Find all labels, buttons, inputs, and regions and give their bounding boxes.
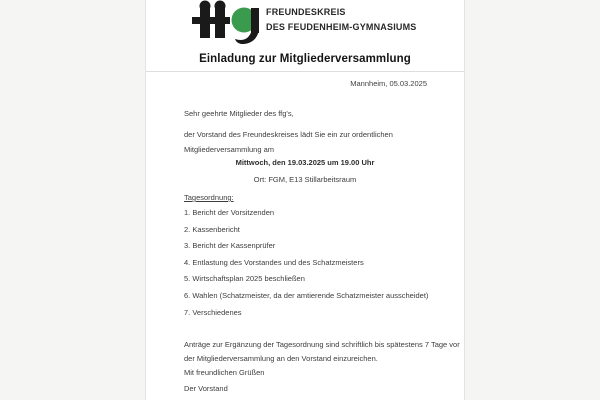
org-name-line2: DES FEUDENHEIM-GYMNASIUMS bbox=[266, 21, 417, 32]
closing-paragraph bbox=[184, 338, 460, 366]
header-divider bbox=[146, 71, 464, 72]
agenda-item: 1. Bericht der Vorsitzenden bbox=[184, 208, 275, 217]
org-name-line1: FREUNDESKREIS bbox=[266, 7, 346, 17]
closing-line: Anträge zur Ergänzung der Tagesordnung sind schriftlich bis spätestens 7 Tage vor bbox=[184, 340, 460, 349]
signature: Der Vorstand bbox=[184, 384, 228, 393]
agenda-item: 7. Verschiedenes bbox=[184, 307, 242, 317]
intro-paragraph bbox=[184, 128, 393, 157]
agenda-item: 2. Kassenbericht bbox=[184, 224, 240, 234]
meeting-datetime: Mittwoch, den 19.03.2025 um 19.00 Uhr bbox=[235, 158, 375, 167]
greeting: Sehr geehrte Mitglieder des ffg's, bbox=[184, 109, 294, 118]
regards: Mit freundlichen Grüßen bbox=[184, 368, 265, 377]
intro-line: der Vorstand des Freundeskreises lädt Sie ein zur ordentlichen bbox=[184, 130, 393, 139]
letter-title: Einladung zur Mitgliederversammlung bbox=[199, 53, 411, 65]
agenda-item: 4. Entlastung des Vorstandes und des Schatzmeisters bbox=[184, 257, 364, 267]
agenda-list bbox=[184, 205, 428, 321]
closing-line: der Mitgliederversammlung an den Vorstand einzureichen. bbox=[184, 354, 378, 363]
ffg-logo-icon bbox=[192, 0, 264, 44]
letter-page bbox=[145, 0, 465, 400]
agenda-item: 3. Bericht der Kassenprüfer bbox=[184, 241, 276, 251]
agenda-item: 5. Wirtschaftsplan 2025 beschließen bbox=[184, 274, 305, 284]
dateline: Mannheim, 05.03.2025 bbox=[350, 79, 427, 88]
org-name bbox=[266, 5, 417, 34]
agenda-heading: Tagesordnung: bbox=[184, 193, 234, 202]
intro-line: Mitgliederversammlung am bbox=[184, 144, 275, 154]
agenda-item: 6. Wahlen (Schatzmeister, da der amtierende Schatzmeister ausscheidet) bbox=[184, 290, 429, 300]
meeting-location: Ort: FGM, E13 Stillarbeitsraum bbox=[253, 175, 357, 184]
